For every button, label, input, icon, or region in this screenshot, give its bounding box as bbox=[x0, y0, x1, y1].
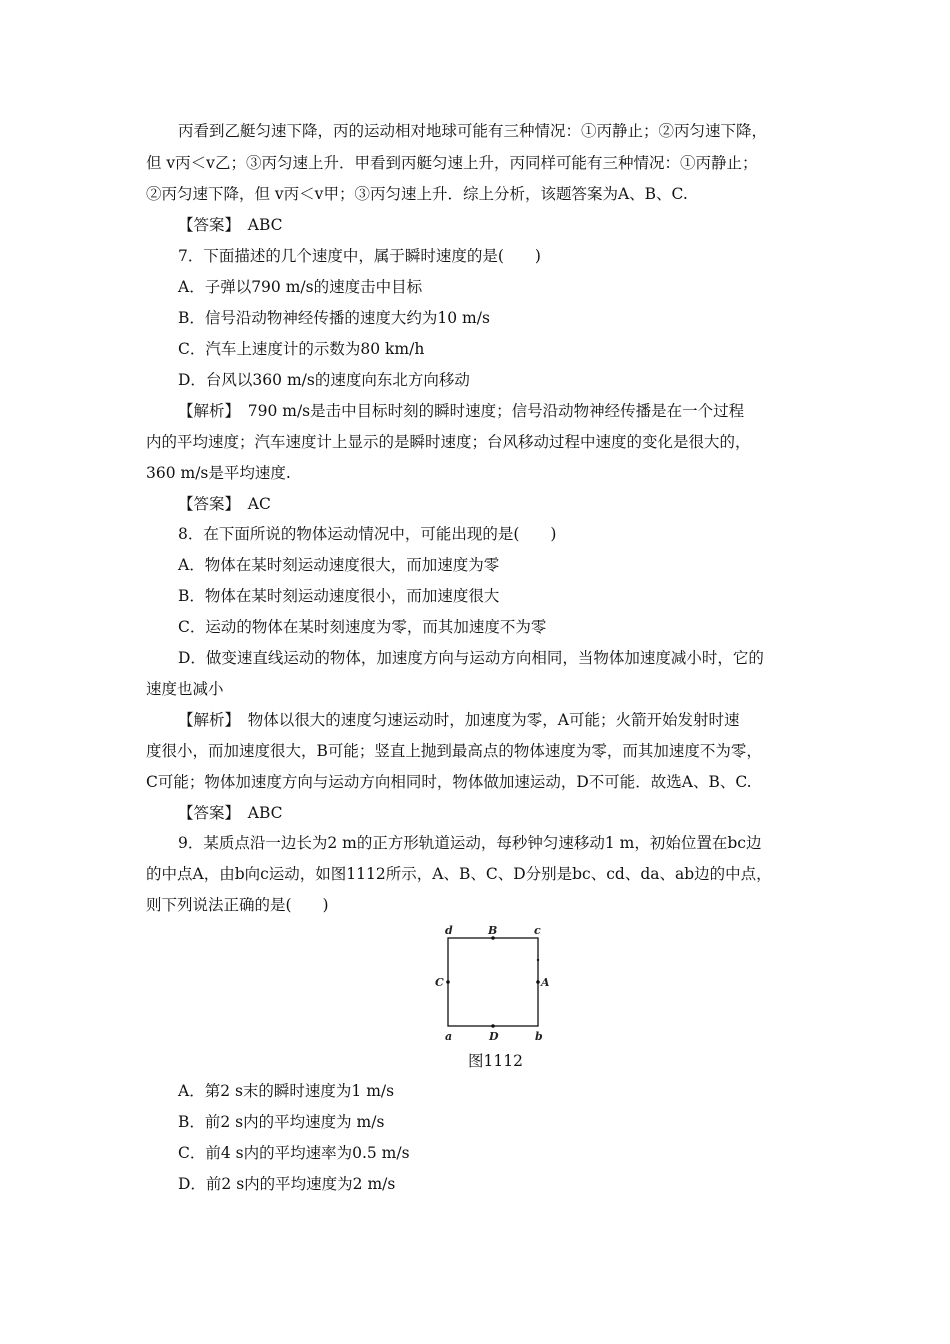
label-A: A bbox=[541, 976, 550, 989]
point-A bbox=[536, 980, 540, 984]
answer-line: 【答案】 ABC bbox=[178, 216, 283, 234]
question-9: 9．某质点沿一边长为2 m的正方形轨道运动，每秒钟匀速移动1 m，初始位置在bc边 bbox=[178, 834, 762, 852]
text-line: 的中点A，由b向c运动，如图1112所示，A、B、C、D分别是bc、cd、da、ab边的中点， bbox=[146, 865, 772, 883]
question-8: 8．在下面所说的物体运动情况中，可能出现的是( ) bbox=[178, 525, 557, 543]
option-c: C．汽车上速度计的示数为80 km/h bbox=[178, 340, 425, 358]
text-line: ②丙匀速下降，但 v丙＜v甲；③丙匀速上升．综上分析，该题答案为A、B、C. bbox=[146, 185, 688, 203]
option-b: B．物体在某时刻运动速度很小，而加速度很大 bbox=[178, 587, 500, 605]
option-b: B．信号沿动物神经传播的速度大约为10 m/s bbox=[178, 309, 490, 327]
option-c: C．运动的物体在某时刻速度为零，而其加速度不为零 bbox=[178, 618, 547, 636]
option-a: A．物体在某时刻运动速度很大，而加速度为零 bbox=[178, 556, 500, 574]
text-line: 丙看到乙艇匀速下降，丙的运动相对地球可能有三种情况：①丙静止；②丙匀速下降， bbox=[178, 122, 768, 140]
square-track-figure bbox=[430, 922, 560, 1044]
figure-caption: 图1112 bbox=[468, 1052, 523, 1070]
analysis-line: 【解析】 物体以很大的速度匀速运动时，加速度为零，A可能；火箭开始发射时速 bbox=[178, 711, 740, 729]
label-C: C bbox=[435, 976, 444, 989]
option-d: D．台风以360 m/s的速度向东北方向移动 bbox=[178, 371, 470, 389]
option-d: D．做变速直线运动的物体，加速度方向与运动方向相同，当物体加速度减小时，它的 bbox=[178, 649, 764, 667]
question-7: 7．下面描述的几个速度中，属于瞬时速度的是( ) bbox=[178, 247, 541, 265]
answer-line: 【答案】 AC bbox=[178, 495, 271, 513]
text-line: C可能；物体加速度方向与运动方向相同时，物体做加速运动，D不可能．故选A、B、C. bbox=[146, 773, 752, 791]
text-line: 度很小，而加速度很大，B可能；竖直上抛到最高点的物体速度为零，而其加速度不为零， bbox=[146, 742, 762, 760]
square-track bbox=[448, 938, 538, 1026]
label-B: B bbox=[488, 924, 498, 937]
option-d: D．前2 s内的平均速度为2 m/s bbox=[178, 1175, 396, 1193]
text-line: 则下列说法正确的是( ) bbox=[146, 896, 329, 914]
label-c: c bbox=[534, 924, 541, 937]
text-line: 速度也减小 bbox=[146, 680, 224, 698]
option-a: A．第2 s末的瞬时速度为1 m/s bbox=[178, 1082, 395, 1100]
point-D bbox=[491, 1024, 495, 1028]
text-line: 但 v丙＜v乙；③丙匀速上升．甲看到丙艇匀速上升，丙同样可能有三种情况：①丙静止； bbox=[146, 154, 758, 172]
label-D: D bbox=[489, 1030, 499, 1043]
point-mark bbox=[537, 959, 539, 961]
label-b: b bbox=[535, 1030, 543, 1043]
text-line: 360 m/s是平均速度. bbox=[146, 464, 291, 482]
option-c: C．前4 s内的平均速率为0.5 m/s bbox=[178, 1144, 410, 1162]
answer-line: 【答案】 ABC bbox=[178, 804, 283, 822]
label-a: a bbox=[445, 1030, 453, 1043]
option-b: B．前2 s内的平均速度为 m/s bbox=[178, 1113, 385, 1131]
label-d: d bbox=[445, 924, 453, 937]
analysis-line: 【解析】 790 m/s是击中目标时刻的瞬时速度；信号沿动物神经传播是在一个过程 bbox=[178, 402, 745, 420]
text-line: 内的平均速度；汽车速度计上显示的是瞬时速度；台风移动过程中速度的变化是很大的， bbox=[146, 433, 751, 451]
option-a: A．子弹以790 m/s的速度击中目标 bbox=[178, 278, 423, 296]
point-C bbox=[446, 980, 450, 984]
